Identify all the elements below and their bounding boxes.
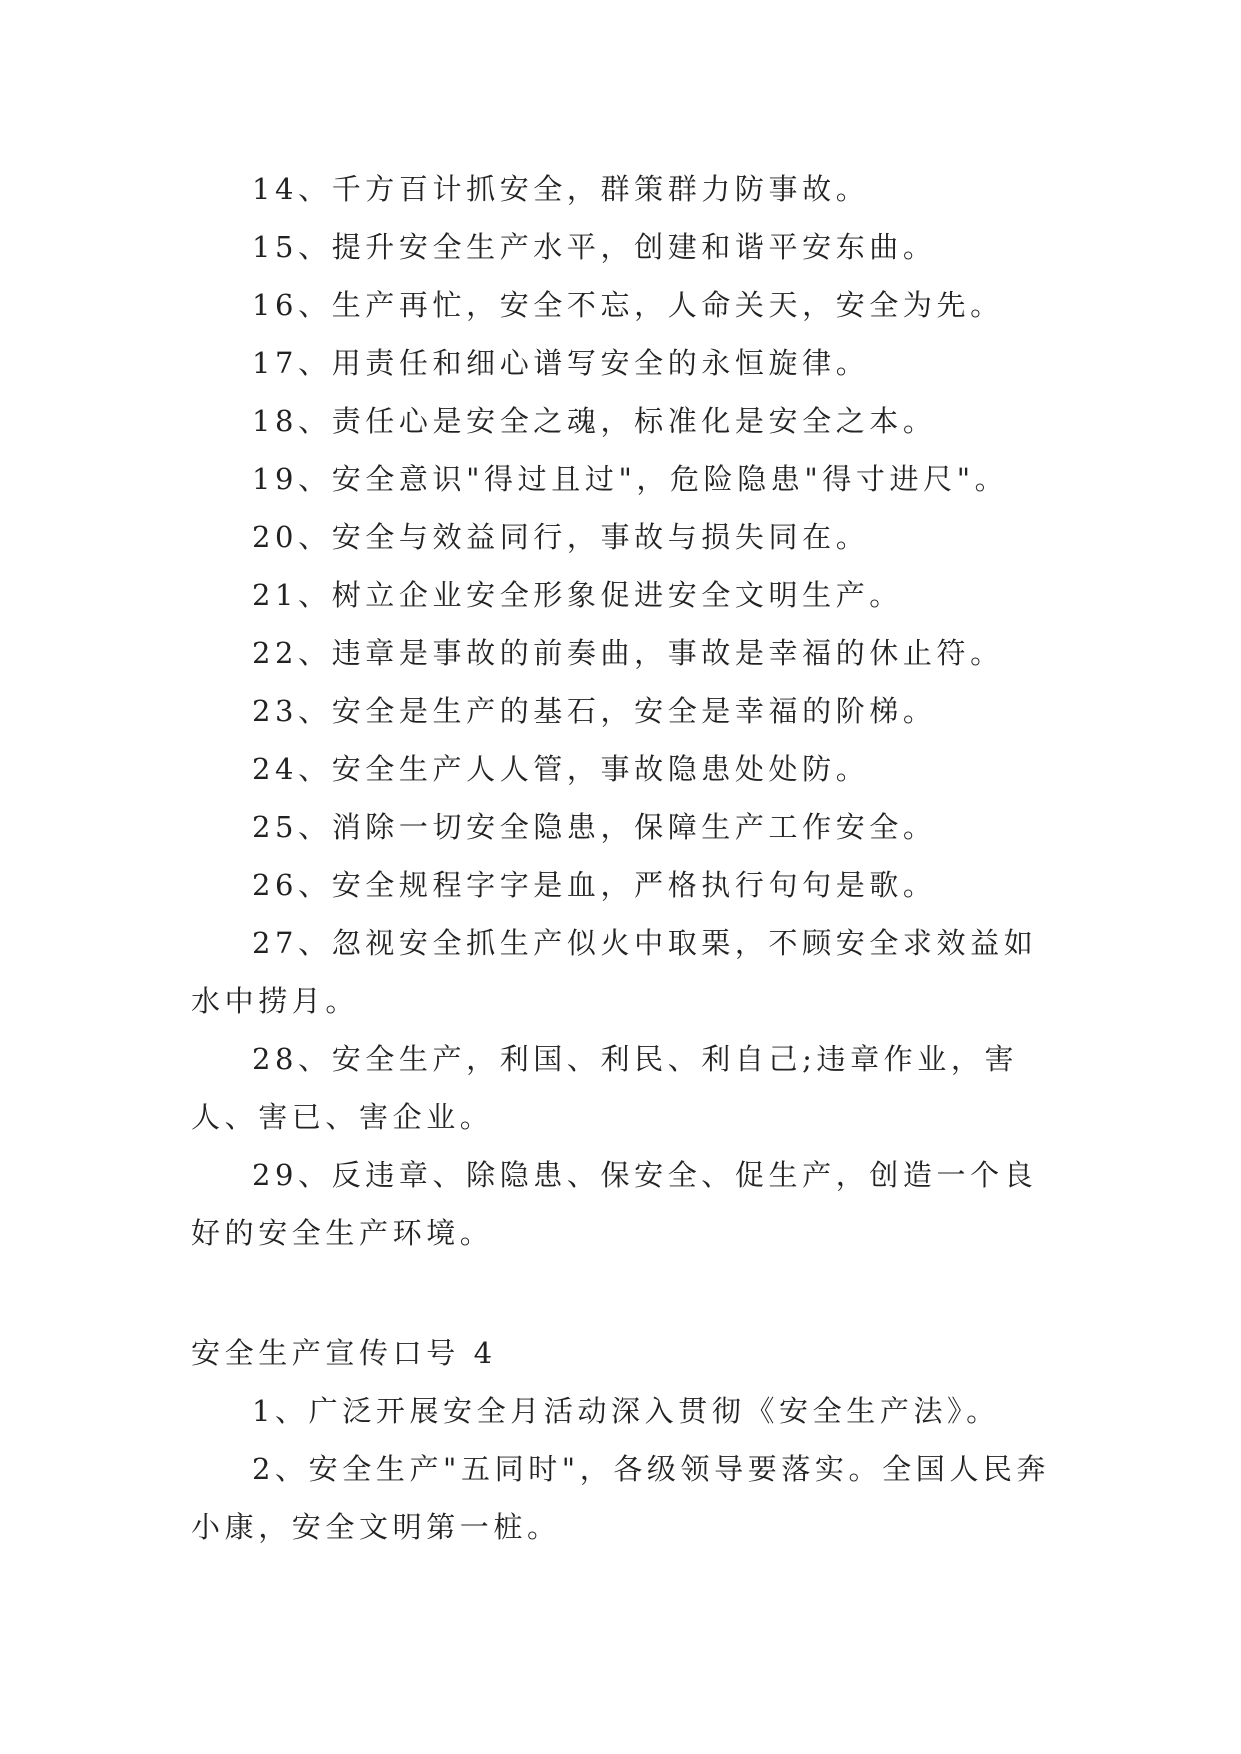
slogan-item: 20、安全与效益同行，事故与损失同在。 — [252, 520, 870, 554]
slogan-item: 18、责任心是安全之魂，标准化是安全之本。 — [252, 404, 937, 438]
slogan-item: 19、安全意识"得过且过"，危险隐患"得寸进尺"。 — [252, 462, 1009, 496]
slogan-item: 16、生产再忙，安全不忘，人命关天，安全为先。 — [252, 288, 1004, 322]
slogan-item: 15、提升安全生产水平，创建和谐平安东曲。 — [252, 230, 937, 264]
slogan-item: 22、违章是事故的前奏曲，事故是幸福的休止符。 — [252, 636, 1004, 670]
slogan-item: 23、安全是生产的基石，安全是幸福的阶梯。 — [252, 694, 937, 728]
slogan-item: 26、安全规程字字是血，严格执行句句是歌。 — [252, 868, 937, 902]
slogan-item: 28、安全生产，利国、利民、利自己;违章作业，害人、害已、害企业。 — [191, 1042, 1019, 1134]
slogan-item: 14、千方百计抓安全，群策群力防事故。 — [252, 172, 870, 206]
section-heading: 安全生产宣传口号 4 — [191, 1336, 497, 1370]
slogan-item: 24、安全生产人人管，事故隐患处处防。 — [252, 752, 870, 786]
slogan-item: 29、反违章、除隐患、保安全、促生产，创造一个良好的安全生产环境。 — [191, 1158, 1038, 1250]
slogan-item: 27、忽视安全抓生产似火中取栗，不顾安全求效益如水中捞月。 — [191, 926, 1038, 1018]
slogan-item: 21、树立企业安全形象促进安全文明生产。 — [252, 578, 903, 612]
slogan-item: 25、消除一切安全隐患，保障生产工作安全。 — [252, 810, 937, 844]
slogan-item: 17、用责任和细心谱写安全的永恒旋律。 — [252, 346, 870, 380]
slogan-item: 2、安全生产"五同时"，各级领导要落实。全国人民奔小康，安全文明第一桩。 — [191, 1452, 1051, 1544]
slogan-item: 1、广泛开展安全月活动深入贯彻《安全生产法》。 — [252, 1394, 1000, 1428]
document-body — [191, 160, 1051, 1556]
